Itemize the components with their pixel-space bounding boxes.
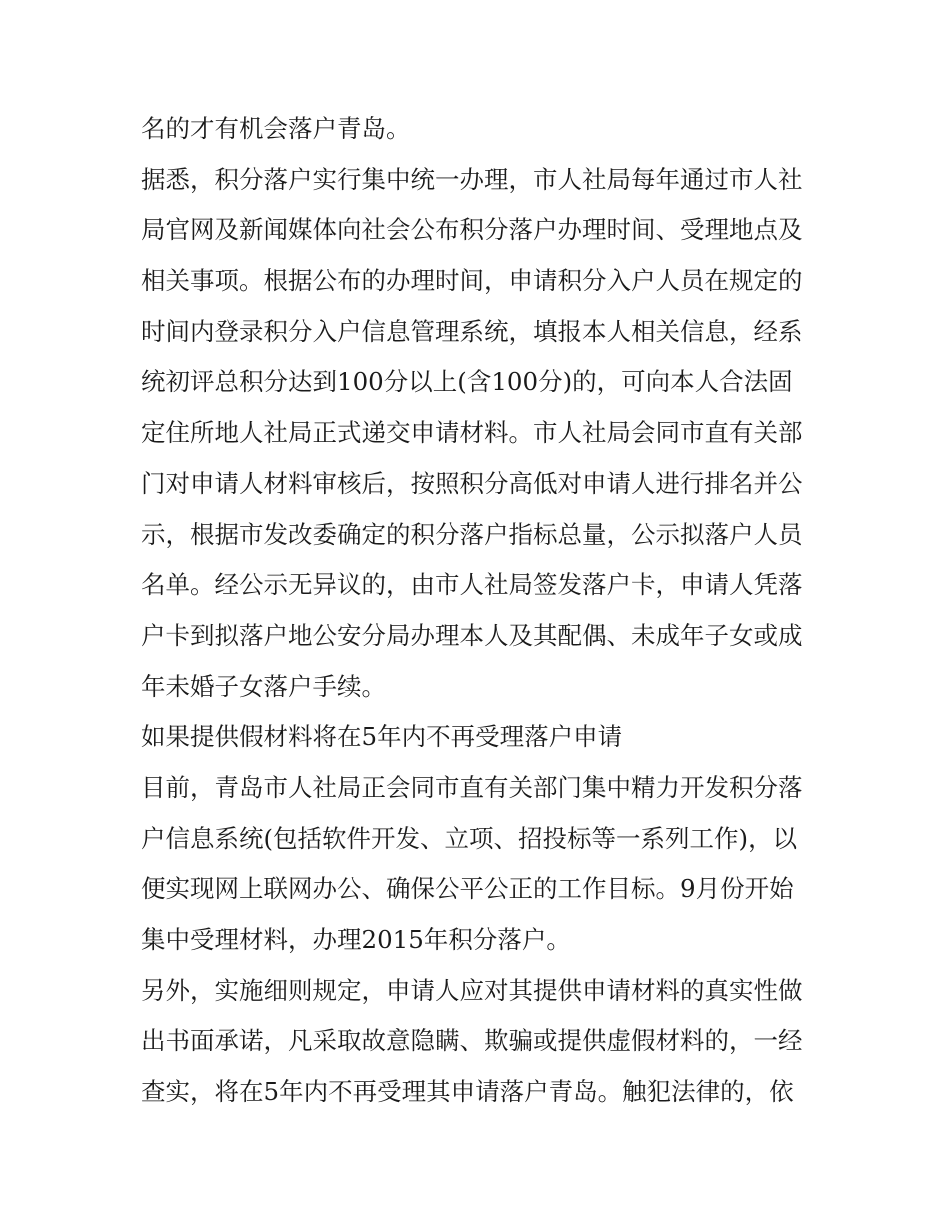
- text-line: 定住所地人社局正式递交申请材料。市人社局会同市直有关部: [141, 418, 803, 448]
- text-line: 便实现网上联网办公、确保公平公正的工作目标。9月份开始: [141, 874, 794, 904]
- text-line: 局官网及新闻媒体向社会公布积分落户办理时间、受理地点及: [141, 215, 803, 245]
- text-line: 门对申请人材料审核后，按照积分高低对申请人进行排名并公: [141, 468, 803, 498]
- section-heading: 如果提供假材料将在5年内不再受理落户申请: [141, 722, 623, 752]
- text-line: 示，根据市发改委确定的积分落户指标总量，公示拟落户人员: [141, 519, 803, 549]
- text-line: 目前，青岛市人社局正会同市直有关部门集中精力开发积分落: [141, 772, 803, 802]
- text-line: 出书面承诺，凡采取故意隐瞒、欺骗或提供虚假材料的，一经: [141, 1026, 803, 1056]
- text-line: 名的才有机会落户青岛。: [141, 114, 411, 143]
- text-line: 时间内登录积分入户信息管理系统，填报本人相关信息，经系: [141, 316, 803, 346]
- text-line: 年未婚子女落户手续。: [141, 671, 386, 701]
- text-line: 另外，实施细则规定，申请人应对其提供申请材料的真实性做: [141, 975, 803, 1005]
- text-line: 集中受理材料，办理2015年积分落户。: [141, 925, 571, 954]
- text-line: 查实，将在5年内不再受理其申请落户青岛。触犯法律的，依: [141, 1077, 794, 1107]
- article-body: [141, 104, 821, 1118]
- text-line: 相关事项。根据公布的办理时间，申请积分入户人员在规定的: [141, 266, 803, 296]
- text-line: 统初评总积分达到100分以上(含100分)的，可向本人合法固: [141, 367, 793, 397]
- text-line: 据悉，积分落户实行集中统一办理，市人社局每年通过市人社: [141, 164, 803, 194]
- text-line: 名单。经公示无异议的，由市人社局签发落户卡，申请人凭落: [141, 570, 803, 600]
- text-line: 户卡到拟落户地公安分局办理本人及其配偶、未成年子女或成: [141, 620, 803, 650]
- text-line: 户信息系统(包括软件开发、立项、招投标等一系列工作)，以: [141, 823, 798, 853]
